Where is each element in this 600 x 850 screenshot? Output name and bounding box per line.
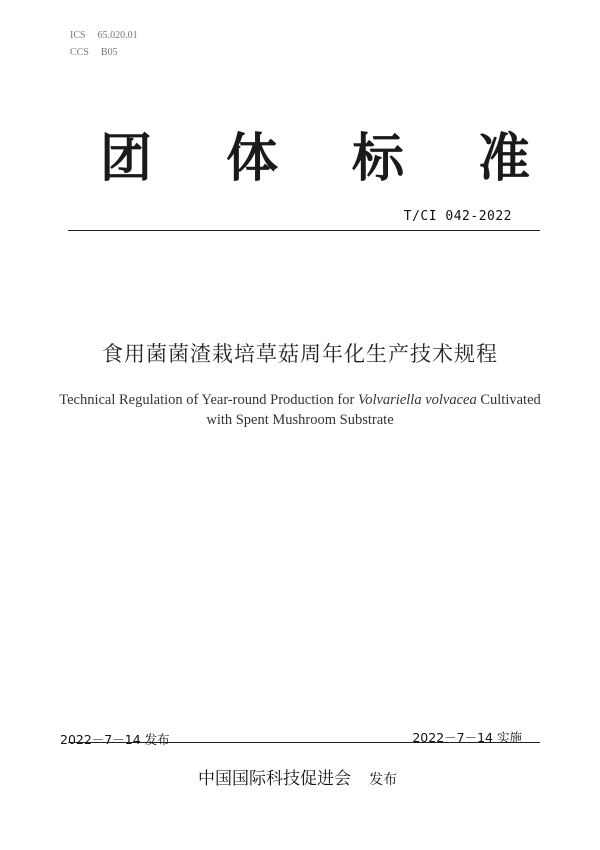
main-title-char: 准 bbox=[477, 128, 530, 189]
main-title-char: 标 bbox=[351, 128, 404, 189]
implement-date: 2022－7－14 实施 bbox=[412, 730, 522, 745]
bottom-divider bbox=[68, 742, 540, 743]
ccs-value: B05 bbox=[100, 47, 118, 58]
ics-code bbox=[70, 27, 230, 44]
ccs-code bbox=[70, 44, 230, 61]
title-english-prefix: Technical Regulation of Year-round Production for bbox=[59, 392, 358, 408]
title-english-line-1 bbox=[40, 390, 560, 410]
publisher-name: 中国国际科技促进会 bbox=[198, 769, 351, 789]
title-english-line-2: with Spent Mushroom Substrate bbox=[206, 412, 394, 428]
title-english bbox=[40, 390, 560, 430]
ccs-label: CCS bbox=[70, 47, 89, 58]
ics-label: ICS bbox=[70, 30, 86, 41]
top-divider bbox=[68, 230, 540, 231]
title-english-suffix: Cultivated bbox=[476, 392, 541, 408]
title-chinese: 食用菌菌渣栽培草菇周年化生产技术规程 bbox=[102, 342, 498, 366]
publish-date: 2022－7－14 发布 bbox=[60, 732, 170, 747]
publisher bbox=[198, 764, 397, 789]
classification-codes bbox=[70, 27, 230, 61]
main-title bbox=[100, 126, 530, 192]
main-title-char: 体 bbox=[225, 128, 278, 189]
main-title-char: 团 bbox=[100, 128, 153, 189]
publisher-suffix: 发布 bbox=[369, 772, 397, 788]
ics-value: 65.020.01 bbox=[97, 30, 138, 41]
species-name: Volvariella volvacea bbox=[357, 392, 477, 408]
standard-number: T/CI 042-2022 bbox=[403, 209, 512, 224]
